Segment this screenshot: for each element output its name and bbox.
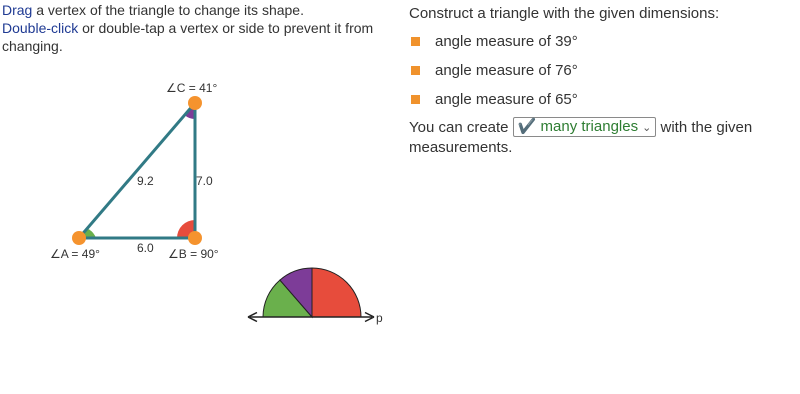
measurement-text: angle measure of 39° [435, 33, 578, 50]
side-bc-length: 7.0 [196, 174, 213, 188]
answer-prefix: You can create [409, 119, 509, 136]
side-ab-length: 6.0 [137, 241, 154, 255]
vertex-a[interactable] [72, 231, 86, 245]
angle-a-label: ∠A = 49° [50, 247, 100, 261]
task-heading: Construct a triangle with the given dimensions: [409, 5, 720, 22]
bullet-square-icon [411, 66, 420, 75]
side-ac[interactable] [79, 103, 195, 238]
chevron-down-icon: ⌄ [642, 122, 652, 134]
semicircle-angle-b [312, 268, 361, 317]
vertex-c[interactable] [188, 96, 202, 110]
vertex-b[interactable] [188, 231, 202, 245]
angle-c-label: ∠C = 41° [166, 81, 218, 95]
measurement-item [409, 32, 797, 61]
answer-suffix: with the given measurements. [409, 119, 753, 156]
task-panel [409, 4, 797, 158]
given-measurements-list [409, 32, 797, 119]
measurement-item [409, 61, 797, 90]
drag-text: a vertex of the triangle to change its shape. [32, 2, 304, 18]
line-label-p: p [376, 311, 383, 325]
select-value: ✔️ many triangles [517, 118, 639, 135]
measurement-text: angle measure of 76° [435, 62, 578, 79]
bullet-square-icon [411, 95, 420, 104]
angle-b-label: ∠B = 90° [168, 247, 219, 261]
bullet-square-icon [411, 37, 420, 46]
side-ac-length: 9.2 [137, 174, 154, 188]
angle-sum-semicircle [263, 268, 361, 317]
double-click-text: or double-tap a vertex or side to prevent it from changing. [2, 20, 374, 54]
measurement-text: angle measure of 65° [435, 91, 578, 108]
answer-sentence [409, 117, 797, 158]
measurement-item [409, 90, 797, 119]
double-click-keyword: Double-click [2, 20, 79, 36]
triangle-count-select[interactable] [513, 117, 657, 137]
drag-keyword: Drag [2, 2, 33, 18]
